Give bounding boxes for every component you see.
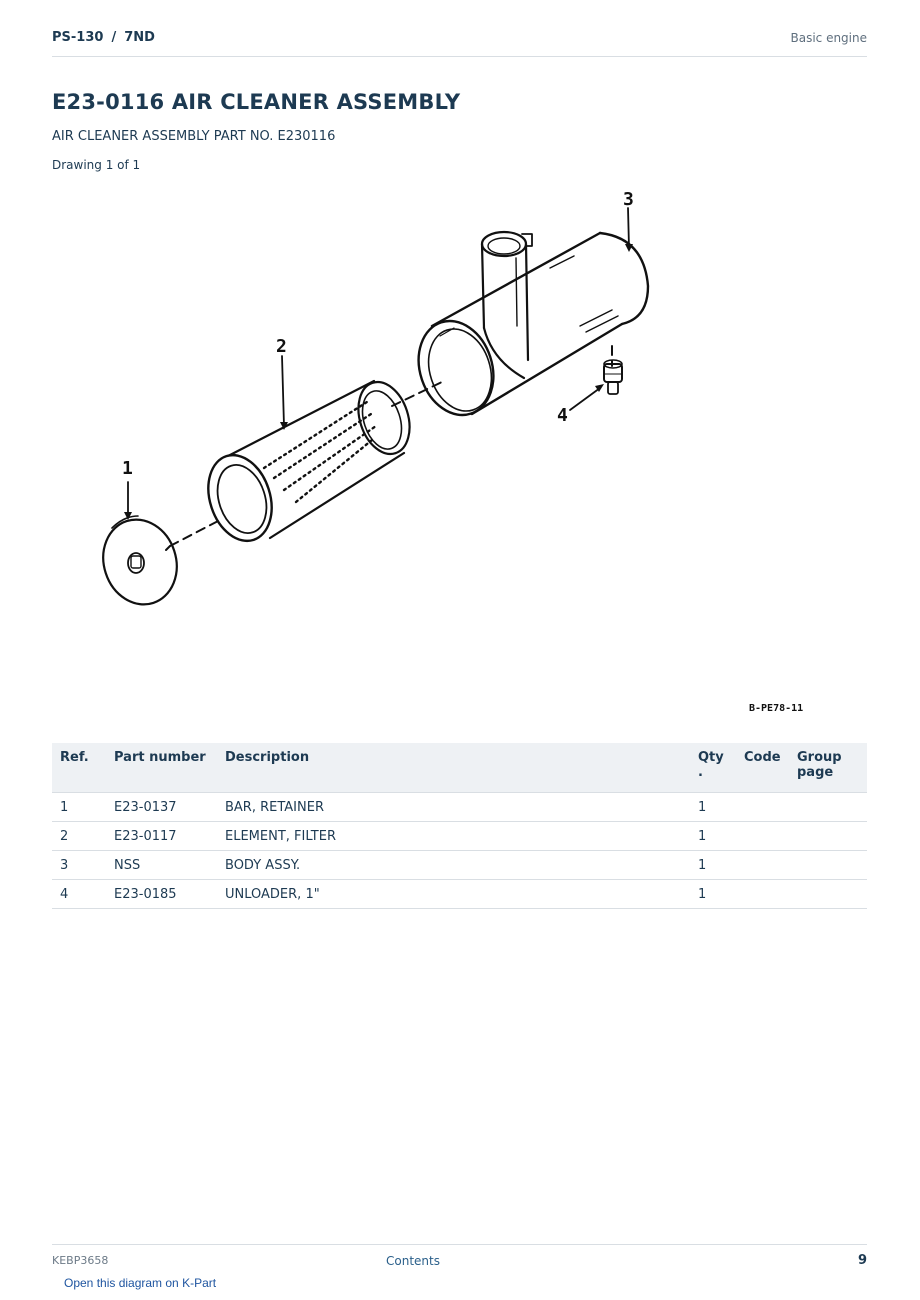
document-id: KEBP3658 xyxy=(52,1254,109,1267)
row-qty: 1 xyxy=(690,880,736,909)
contents-link[interactable]: Contents xyxy=(386,1254,440,1268)
row-qty: 1 xyxy=(690,851,736,880)
header-qty xyxy=(690,743,736,793)
exploded-parts-diagram xyxy=(52,178,867,723)
row-code xyxy=(736,793,789,822)
header-part-number: Part number xyxy=(106,743,217,793)
row-ref: 4 xyxy=(52,880,106,909)
header-group-page xyxy=(789,743,867,793)
table-row xyxy=(52,822,867,851)
page-subtitle: AIR CLEANER ASSEMBLY PART NO. E230116 xyxy=(52,129,336,144)
row-part-number: NSS xyxy=(106,851,217,880)
header-description: Description xyxy=(217,743,690,793)
header-qty-line1: Qty xyxy=(698,750,724,765)
parts-table xyxy=(52,743,867,909)
serial-label: 7ND xyxy=(124,30,155,45)
row-group-page xyxy=(789,822,867,851)
page-footer xyxy=(52,1244,867,1271)
assembly-axis xyxy=(170,346,612,546)
page-title: E23-0116 AIR CLEANER ASSEMBLY xyxy=(52,90,461,114)
row-description: ELEMENT, FILTER xyxy=(217,822,690,851)
page-number: 9 xyxy=(857,1253,867,1268)
header-qty-line2: . xyxy=(698,765,703,780)
header-group-line2: page xyxy=(797,765,834,780)
row-description: BODY ASSY. xyxy=(217,851,690,880)
header-group-line1: Group xyxy=(797,750,842,765)
row-ref: 2 xyxy=(52,822,106,851)
open-in-kpart-link[interactable]: Open this diagram on K-Part xyxy=(64,1276,217,1290)
breadcrumb xyxy=(52,30,155,45)
row-group-page xyxy=(789,793,867,822)
part-1-retainer-disc xyxy=(92,510,187,614)
part-3-body-assembly xyxy=(407,232,648,425)
drawing-code: B-PE78-11 xyxy=(749,703,804,714)
breadcrumb-separator: / xyxy=(111,30,117,45)
row-ref: 3 xyxy=(52,851,106,880)
part-2-filter-element xyxy=(198,375,418,549)
row-code xyxy=(736,851,789,880)
row-ref: 1 xyxy=(52,793,106,822)
row-code xyxy=(736,822,789,851)
row-part-number: E23-0117 xyxy=(106,822,217,851)
table-row xyxy=(52,851,867,880)
callout-1: 1 xyxy=(122,458,133,479)
row-group-page xyxy=(789,851,867,880)
row-part-number: E23-0185 xyxy=(106,880,217,909)
model-label: PS-130 xyxy=(52,30,104,45)
row-group-page xyxy=(789,880,867,909)
drawing-count: Drawing 1 of 1 xyxy=(52,158,141,172)
callout-4: 4 xyxy=(557,405,568,426)
table-row xyxy=(52,880,867,909)
row-part-number: E23-0137 xyxy=(106,793,217,822)
callout-3: 3 xyxy=(623,189,634,210)
header-code: Code xyxy=(736,743,789,793)
row-qty: 1 xyxy=(690,822,736,851)
row-description: BAR, RETAINER xyxy=(217,793,690,822)
row-qty: 1 xyxy=(690,793,736,822)
table-row xyxy=(52,793,867,822)
row-code xyxy=(736,880,789,909)
parts-table-header xyxy=(52,743,867,793)
page-header xyxy=(52,28,867,57)
row-description: UNLOADER, 1" xyxy=(217,880,690,909)
callout-2: 2 xyxy=(276,336,287,357)
section-label: Basic engine xyxy=(790,31,867,45)
header-ref: Ref. xyxy=(52,743,106,793)
